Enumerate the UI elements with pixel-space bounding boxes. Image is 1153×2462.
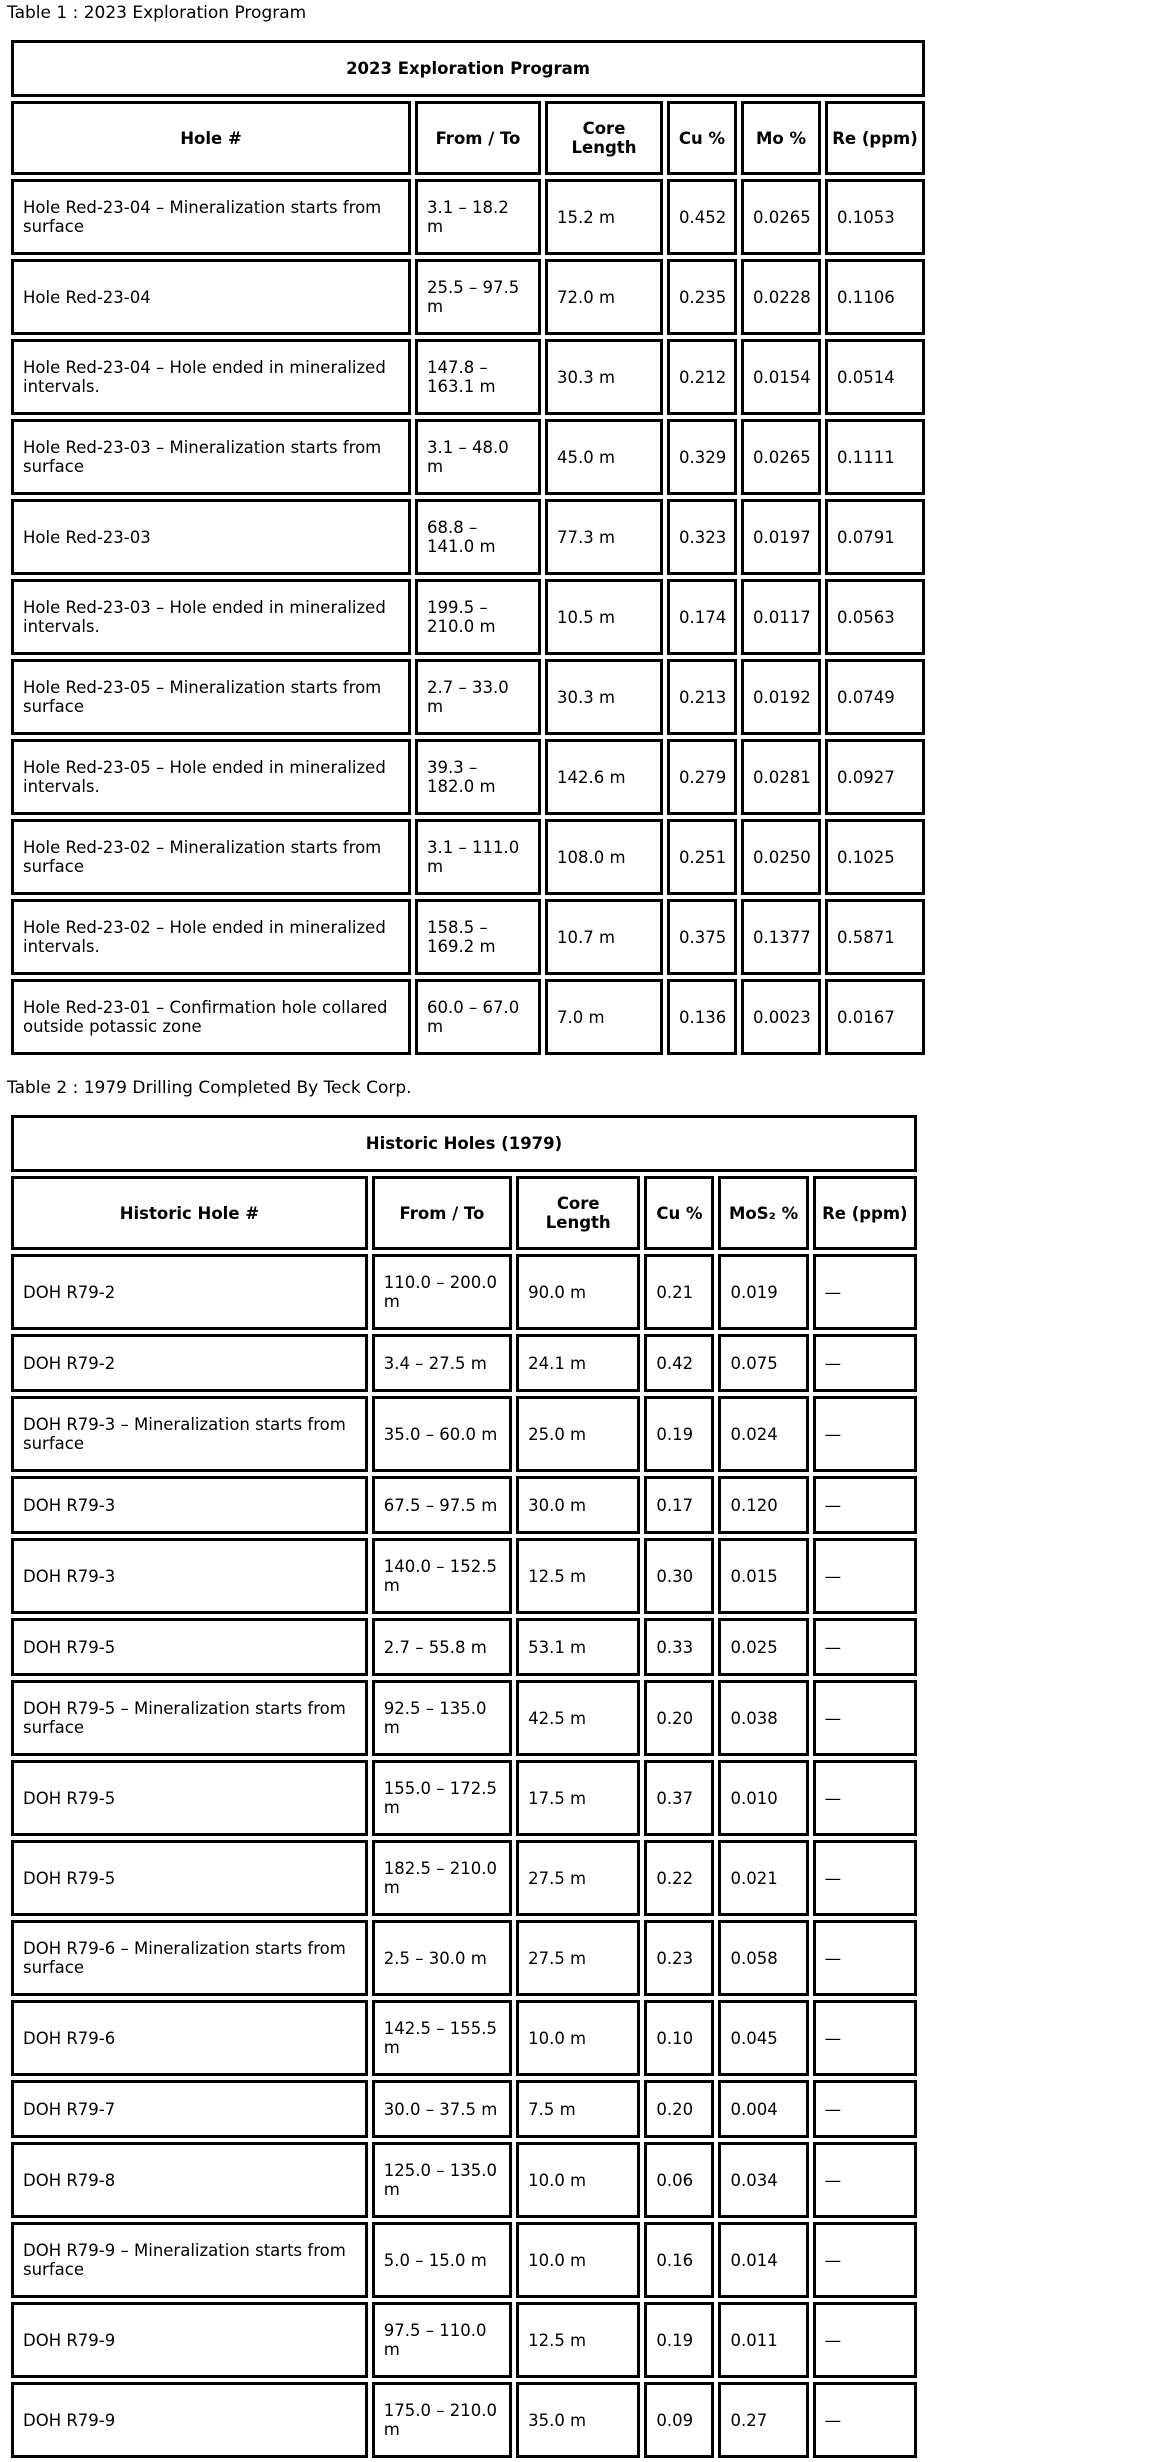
re-cell: 0.1025 <box>825 819 925 895</box>
mo-cell: 0.0250 <box>741 819 821 895</box>
re-cell: — <box>813 1680 917 1756</box>
table-row <box>11 259 925 335</box>
re-cell: — <box>813 1396 917 1472</box>
cu-cell: 0.329 <box>667 419 737 495</box>
re-cell: — <box>813 1840 917 1916</box>
core-length-cell: 12.5 m <box>516 2302 640 2378</box>
core-length-cell: 77.3 m <box>545 499 663 575</box>
hole-cell: DOH R79-3 <box>11 1538 368 1614</box>
header-from-to: From / To <box>415 101 541 175</box>
hole-cell: Hole Red-23-01 – Confirmation hole collared outside potassic zone <box>11 979 411 1055</box>
table-row <box>11 1254 917 1330</box>
from-to-cell: 5.0 – 15.0 m <box>372 2222 512 2298</box>
core-length-cell: 24.1 m <box>516 1334 640 1392</box>
from-to-cell: 35.0 – 60.0 m <box>372 1396 512 1472</box>
core-length-cell: 10.0 m <box>516 2142 640 2218</box>
from-to-cell: 3.1 – 111.0 m <box>415 819 541 895</box>
header-hole: Hole # <box>11 101 411 175</box>
table-row <box>11 2142 917 2218</box>
mo-cell: 0.025 <box>718 1618 808 1676</box>
table-row <box>11 739 925 815</box>
cu-cell: 0.42 <box>644 1334 714 1392</box>
hole-cell: DOH R79-6 <box>11 2000 368 2076</box>
re-cell: 0.0927 <box>825 739 925 815</box>
from-to-cell: 92.5 – 135.0 m <box>372 1680 512 1756</box>
re-cell: — <box>813 2080 917 2138</box>
re-cell: — <box>813 2382 917 2458</box>
from-to-cell: 140.0 – 152.5 m <box>372 1538 512 1614</box>
cu-cell: 0.20 <box>644 1680 714 1756</box>
cu-cell: 0.19 <box>644 1396 714 1472</box>
header-historic-hole: Historic Hole # <box>11 1176 368 1250</box>
hole-cell: Hole Red-23-02 – Hole ended in mineralized intervals. <box>11 899 411 975</box>
table-row <box>11 2080 917 2138</box>
from-to-cell: 175.0 – 210.0 m <box>372 2382 512 2458</box>
core-length-cell: 30.3 m <box>545 339 663 415</box>
table-row <box>11 1538 917 1614</box>
core-length-cell: 90.0 m <box>516 1254 640 1330</box>
mo-cell: 0.024 <box>718 1396 808 1472</box>
re-cell: 0.0167 <box>825 979 925 1055</box>
mo-cell: 0.0265 <box>741 179 821 255</box>
hole-cell: DOH R79-5 <box>11 1618 368 1676</box>
re-cell: 0.5871 <box>825 899 925 975</box>
mo-cell: 0.019 <box>718 1254 808 1330</box>
core-length-cell: 30.0 m <box>516 1476 640 1534</box>
table-row <box>11 179 925 255</box>
cu-cell: 0.06 <box>644 2142 714 2218</box>
core-length-cell: 142.6 m <box>545 739 663 815</box>
hole-cell: DOH R79-2 <box>11 1254 368 1330</box>
core-length-cell: 27.5 m <box>516 1840 640 1916</box>
core-length-cell: 42.5 m <box>516 1680 640 1756</box>
hole-cell: DOH R79-7 <box>11 2080 368 2138</box>
re-cell: 0.0514 <box>825 339 925 415</box>
table-row <box>11 1760 917 1836</box>
from-to-cell: 30.0 – 37.5 m <box>372 2080 512 2138</box>
hole-cell: Hole Red-23-04 – Mineralization starts from surface <box>11 179 411 255</box>
re-cell: — <box>813 1254 917 1330</box>
hole-cell: Hole Red-23-02 – Mineralization starts from surface <box>11 819 411 895</box>
hole-cell: Hole Red-23-03 – Hole ended in mineralized intervals. <box>11 579 411 655</box>
from-to-cell: 67.5 – 97.5 m <box>372 1476 512 1534</box>
header-from-to: From / To <box>372 1176 512 1250</box>
table-row <box>11 1680 917 1756</box>
mo-cell: 0.004 <box>718 2080 808 2138</box>
core-length-cell: 27.5 m <box>516 1920 640 1996</box>
table1-title: 2023 Exploration Program <box>11 40 925 97</box>
hole-cell: DOH R79-9 – Mineralization starts from surface <box>11 2222 368 2298</box>
hole-cell: DOH R79-9 <box>11 2302 368 2378</box>
cu-cell: 0.16 <box>644 2222 714 2298</box>
hole-cell: DOH R79-6 – Mineralization starts from surface <box>11 1920 368 1996</box>
table-row <box>11 1840 917 1916</box>
table1-caption: Table 1 : 2023 Exploration Program <box>7 3 307 23</box>
cu-cell: 0.136 <box>667 979 737 1055</box>
core-length-cell: 10.7 m <box>545 899 663 975</box>
cu-cell: 0.22 <box>644 1840 714 1916</box>
hole-cell: DOH R79-3 <box>11 1476 368 1534</box>
table-row <box>11 2302 917 2378</box>
from-to-cell: 3.1 – 48.0 m <box>415 419 541 495</box>
cu-cell: 0.20 <box>644 2080 714 2138</box>
cu-cell: 0.10 <box>644 2000 714 2076</box>
table-row <box>11 1396 917 1472</box>
core-length-cell: 10.0 m <box>516 2000 640 2076</box>
hole-cell: DOH R79-9 <box>11 2382 368 2458</box>
re-cell: — <box>813 1476 917 1534</box>
cu-cell: 0.323 <box>667 499 737 575</box>
mo-cell: 0.014 <box>718 2222 808 2298</box>
mo-cell: 0.011 <box>718 2302 808 2378</box>
table-row <box>11 1920 917 1996</box>
table2-title: Historic Holes (1979) <box>11 1115 917 1172</box>
from-to-cell: 158.5 – 169.2 m <box>415 899 541 975</box>
from-to-cell: 182.5 – 210.0 m <box>372 1840 512 1916</box>
mo-cell: 0.0154 <box>741 339 821 415</box>
table-row <box>11 579 925 655</box>
table-row <box>11 1618 917 1676</box>
cu-cell: 0.21 <box>644 1254 714 1330</box>
re-cell: 0.0749 <box>825 659 925 735</box>
re-cell: 0.1106 <box>825 259 925 335</box>
mo-cell: 0.0192 <box>741 659 821 735</box>
hole-cell: Hole Red-23-04 – Hole ended in mineralized intervals. <box>11 339 411 415</box>
from-to-cell: 60.0 – 67.0 m <box>415 979 541 1055</box>
re-cell: — <box>813 2142 917 2218</box>
header-core-length: Core Length <box>516 1176 640 1250</box>
table2-caption: Table 2 : 1979 Drilling Completed By Teck Corp. <box>7 1078 412 1098</box>
hole-cell: Hole Red-23-05 – Mineralization starts from surface <box>11 659 411 735</box>
from-to-cell: 3.1 – 18.2 m <box>415 179 541 255</box>
mo-cell: 0.034 <box>718 2142 808 2218</box>
core-length-cell: 53.1 m <box>516 1618 640 1676</box>
cu-cell: 0.213 <box>667 659 737 735</box>
cu-cell: 0.212 <box>667 339 737 415</box>
core-length-cell: 12.5 m <box>516 1538 640 1614</box>
from-to-cell: 68.8 – 141.0 m <box>415 499 541 575</box>
hole-cell: Hole Red-23-03 – Mineralization starts from surface <box>11 419 411 495</box>
header-core-length: Core Length <box>545 101 663 175</box>
header-cu: Cu % <box>644 1176 714 1250</box>
table-row <box>11 899 925 975</box>
core-length-cell: 7.0 m <box>545 979 663 1055</box>
exploration-program-table <box>7 36 929 1059</box>
from-to-cell: 25.5 – 97.5 m <box>415 259 541 335</box>
from-to-cell: 142.5 – 155.5 m <box>372 2000 512 2076</box>
re-cell: — <box>813 2222 917 2298</box>
table-row <box>11 2000 917 2076</box>
mo-cell: 0.0281 <box>741 739 821 815</box>
hole-cell: Hole Red-23-04 <box>11 259 411 335</box>
mo-cell: 0.021 <box>718 1840 808 1916</box>
re-cell: — <box>813 1920 917 1996</box>
hole-cell: DOH R79-3 – Mineralization starts from surface <box>11 1396 368 1472</box>
table-row <box>11 1476 917 1534</box>
cu-cell: 0.235 <box>667 259 737 335</box>
core-length-cell: 45.0 m <box>545 419 663 495</box>
core-length-cell: 10.0 m <box>516 2222 640 2298</box>
from-to-cell: 155.0 – 172.5 m <box>372 1760 512 1836</box>
table-row <box>11 499 925 575</box>
mo-cell: 0.1377 <box>741 899 821 975</box>
core-length-cell: 15.2 m <box>545 179 663 255</box>
header-mos2: MoS₂ % <box>718 1176 808 1250</box>
hole-cell: DOH R79-8 <box>11 2142 368 2218</box>
header-cu: Cu % <box>667 101 737 175</box>
cu-cell: 0.37 <box>644 1760 714 1836</box>
historic-holes-table <box>7 1111 921 2462</box>
cu-cell: 0.251 <box>667 819 737 895</box>
table-row <box>11 339 925 415</box>
core-length-cell: 108.0 m <box>545 819 663 895</box>
core-length-cell: 35.0 m <box>516 2382 640 2458</box>
cu-cell: 0.30 <box>644 1538 714 1614</box>
re-cell: 0.1053 <box>825 179 925 255</box>
table-row <box>11 979 925 1055</box>
mo-cell: 0.0197 <box>741 499 821 575</box>
cu-cell: 0.452 <box>667 179 737 255</box>
core-length-cell: 7.5 m <box>516 2080 640 2138</box>
cu-cell: 0.17 <box>644 1476 714 1534</box>
cu-cell: 0.09 <box>644 2382 714 2458</box>
cu-cell: 0.33 <box>644 1618 714 1676</box>
mo-cell: 0.27 <box>718 2382 808 2458</box>
re-cell: — <box>813 1538 917 1614</box>
cu-cell: 0.19 <box>644 2302 714 2378</box>
hole-cell: DOH R79-5 <box>11 1840 368 1916</box>
hole-cell: Hole Red-23-05 – Hole ended in mineralized intervals. <box>11 739 411 815</box>
re-cell: — <box>813 1334 917 1392</box>
hole-cell: Hole Red-23-03 <box>11 499 411 575</box>
re-cell: 0.0563 <box>825 579 925 655</box>
from-to-cell: 2.7 – 55.8 m <box>372 1618 512 1676</box>
re-cell: — <box>813 2000 917 2076</box>
mo-cell: 0.058 <box>718 1920 808 1996</box>
table-row <box>11 659 925 735</box>
mo-cell: 0.0117 <box>741 579 821 655</box>
mo-cell: 0.045 <box>718 2000 808 2076</box>
from-to-cell: 2.7 – 33.0 m <box>415 659 541 735</box>
header-mo: Mo % <box>741 101 821 175</box>
core-length-cell: 17.5 m <box>516 1760 640 1836</box>
mo-cell: 0.075 <box>718 1334 808 1392</box>
re-cell: — <box>813 2302 917 2378</box>
mo-cell: 0.038 <box>718 1680 808 1756</box>
from-to-cell: 125.0 – 135.0 m <box>372 2142 512 2218</box>
mo-cell: 0.120 <box>718 1476 808 1534</box>
cu-cell: 0.279 <box>667 739 737 815</box>
core-length-cell: 25.0 m <box>516 1396 640 1472</box>
from-to-cell: 110.0 – 200.0 m <box>372 1254 512 1330</box>
hole-cell: DOH R79-5 – Mineralization starts from surface <box>11 1680 368 1756</box>
from-to-cell: 2.5 – 30.0 m <box>372 1920 512 1996</box>
core-length-cell: 72.0 m <box>545 259 663 335</box>
re-cell: — <box>813 1618 917 1676</box>
mo-cell: 0.0228 <box>741 259 821 335</box>
from-to-cell: 97.5 – 110.0 m <box>372 2302 512 2378</box>
mo-cell: 0.015 <box>718 1538 808 1614</box>
table-row <box>11 819 925 895</box>
mo-cell: 0.010 <box>718 1760 808 1836</box>
header-re: Re (ppm) <box>813 1176 917 1250</box>
table-row <box>11 419 925 495</box>
from-to-cell: 39.3 – 182.0 m <box>415 739 541 815</box>
cu-cell: 0.375 <box>667 899 737 975</box>
cu-cell: 0.23 <box>644 1920 714 1996</box>
from-to-cell: 199.5 – 210.0 m <box>415 579 541 655</box>
cu-cell: 0.174 <box>667 579 737 655</box>
from-to-cell: 147.8 – 163.1 m <box>415 339 541 415</box>
re-cell: — <box>813 1760 917 1836</box>
table-row <box>11 2222 917 2298</box>
from-to-cell: 3.4 – 27.5 m <box>372 1334 512 1392</box>
core-length-cell: 30.3 m <box>545 659 663 735</box>
hole-cell: DOH R79-5 <box>11 1760 368 1836</box>
table-row <box>11 1334 917 1392</box>
mo-cell: 0.0265 <box>741 419 821 495</box>
mo-cell: 0.0023 <box>741 979 821 1055</box>
core-length-cell: 10.5 m <box>545 579 663 655</box>
header-re: Re (ppm) <box>825 101 925 175</box>
hole-cell: DOH R79-2 <box>11 1334 368 1392</box>
re-cell: 0.0791 <box>825 499 925 575</box>
re-cell: 0.1111 <box>825 419 925 495</box>
table-row <box>11 2382 917 2458</box>
